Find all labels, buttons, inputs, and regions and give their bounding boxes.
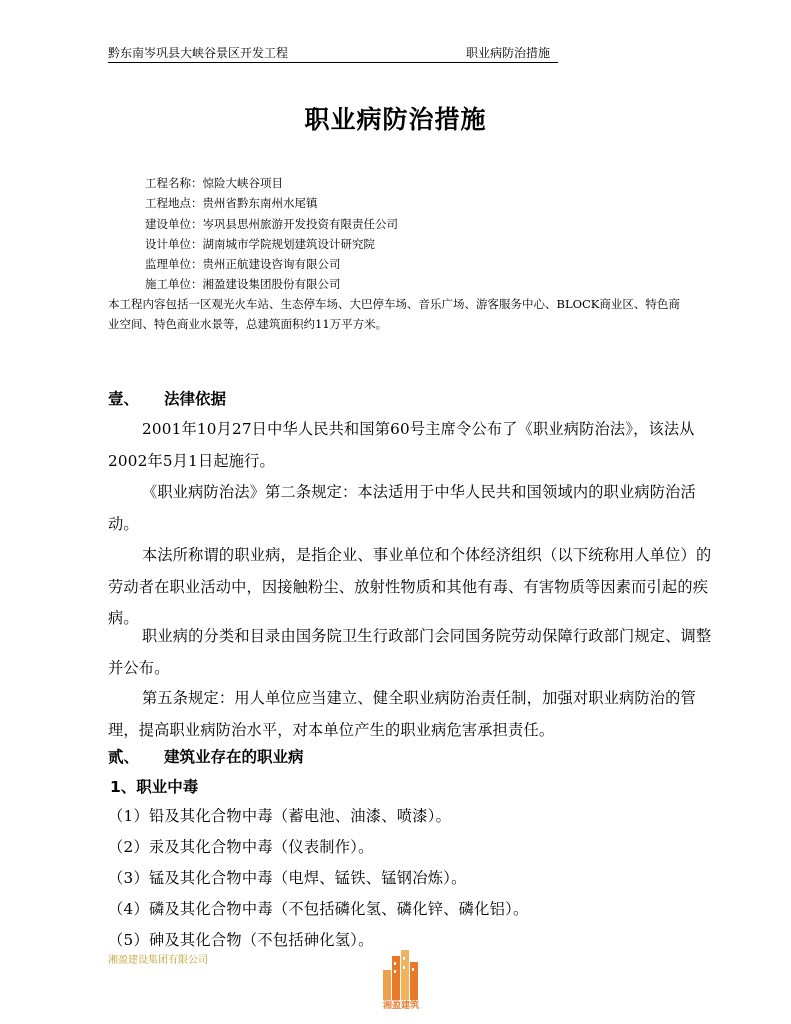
section-title-text: 建筑业存在的职业病 (164, 748, 304, 766)
project-info (145, 173, 725, 295)
paragraph: 第五条规定：用人单位应当建立、健全职业病防治责任制，加强对职业病防治的管理，提高职业病防治水平，对本单位产生的职业病危害承担责任。 (108, 689, 696, 739)
building-logo-icon (381, 948, 421, 1000)
company-logo (381, 948, 421, 1014)
project-intro: 本工程内容包括一区观光火车站、生态停车场、大巴停车场、音乐广场、游客服务中心、BLOCK商业区、特色商业空间、特色商业水景等，总建筑面积约11万平方米。 (108, 297, 680, 332)
section-heading-occupational-diseases (108, 746, 304, 768)
list-item: （2）汞及其化合物中毒（仪表制作）。 (108, 838, 374, 856)
info-design-unit: 设计单位：湖南城市学院规划建筑设计研究院 (145, 236, 375, 251)
paragraph: 2001年10月27日中华人民共和国第60号主席令公布了《职业病防治法》，该法从2002年5月1日起施行。 (108, 420, 695, 470)
list-item: （3）锰及其化合物中毒（电焊、锰铁、锰钢冶炼）。 (108, 869, 467, 887)
page-header (108, 44, 558, 63)
section-number: 壹、 (108, 390, 140, 408)
info-project-location: 工程地点：贵州省黔东南州水尾镇 (145, 196, 318, 211)
list-item: （4）磷及其化合物中毒（不包括磷化氢、磷化锌、磷化铝）。 (108, 900, 529, 918)
info-project-name: 工程名称：惊险大峡谷项目 (145, 176, 283, 190)
page-title: 职业病防治措施 (304, 105, 487, 134)
header-project-name: 黔东南岑巩县大峡谷景区开发工程 (108, 46, 289, 60)
info-construction-unit: 建设单位：岑巩县思州旅游开发投资有限责任公司 (145, 216, 398, 231)
section-heading-legal-basis (108, 388, 226, 410)
logo-text: 湘盈建筑 (382, 1001, 419, 1011)
paragraph: 职业病的分类和目录由国务院卫生行政部门会同国务院劳动保障行政部门规定、调整并公布。 (108, 627, 712, 677)
subsection-heading-poisoning: 1、职业中毒 (110, 778, 199, 796)
info-supervision-unit: 监理单位：贵州正航建设咨询有限公司 (145, 257, 341, 272)
section-title-text: 法律依据 (164, 390, 227, 408)
section-number: 贰、 (108, 748, 140, 766)
list-item: （1）铅及其化合物中毒（蓄电池、油漆、喷漆）。 (108, 807, 452, 825)
header-document-name: 职业病防治措施 (466, 46, 551, 60)
paragraph: 本法所称谓的职业病，是指企业、事业单位和个体经济组织（以下统称用人单位）的劳动者在职业活动中，因接触粉尘、放射性物质和其他有毒、有害物质等因素而引起的疾病。 (108, 546, 712, 627)
paragraph: 《职业病防治法》第二条规定：本法适用于中华人民共和国领域内的职业病防治活动。 (108, 483, 696, 533)
footer-company-name: 湘盈建设集团有限公司 (108, 955, 208, 966)
info-contractor-unit: 施工单位：湘盈建设集团股份有限公司 (145, 277, 341, 292)
list-item: （5）砷及其化合物（不包括砷化氢）。 (108, 931, 374, 949)
